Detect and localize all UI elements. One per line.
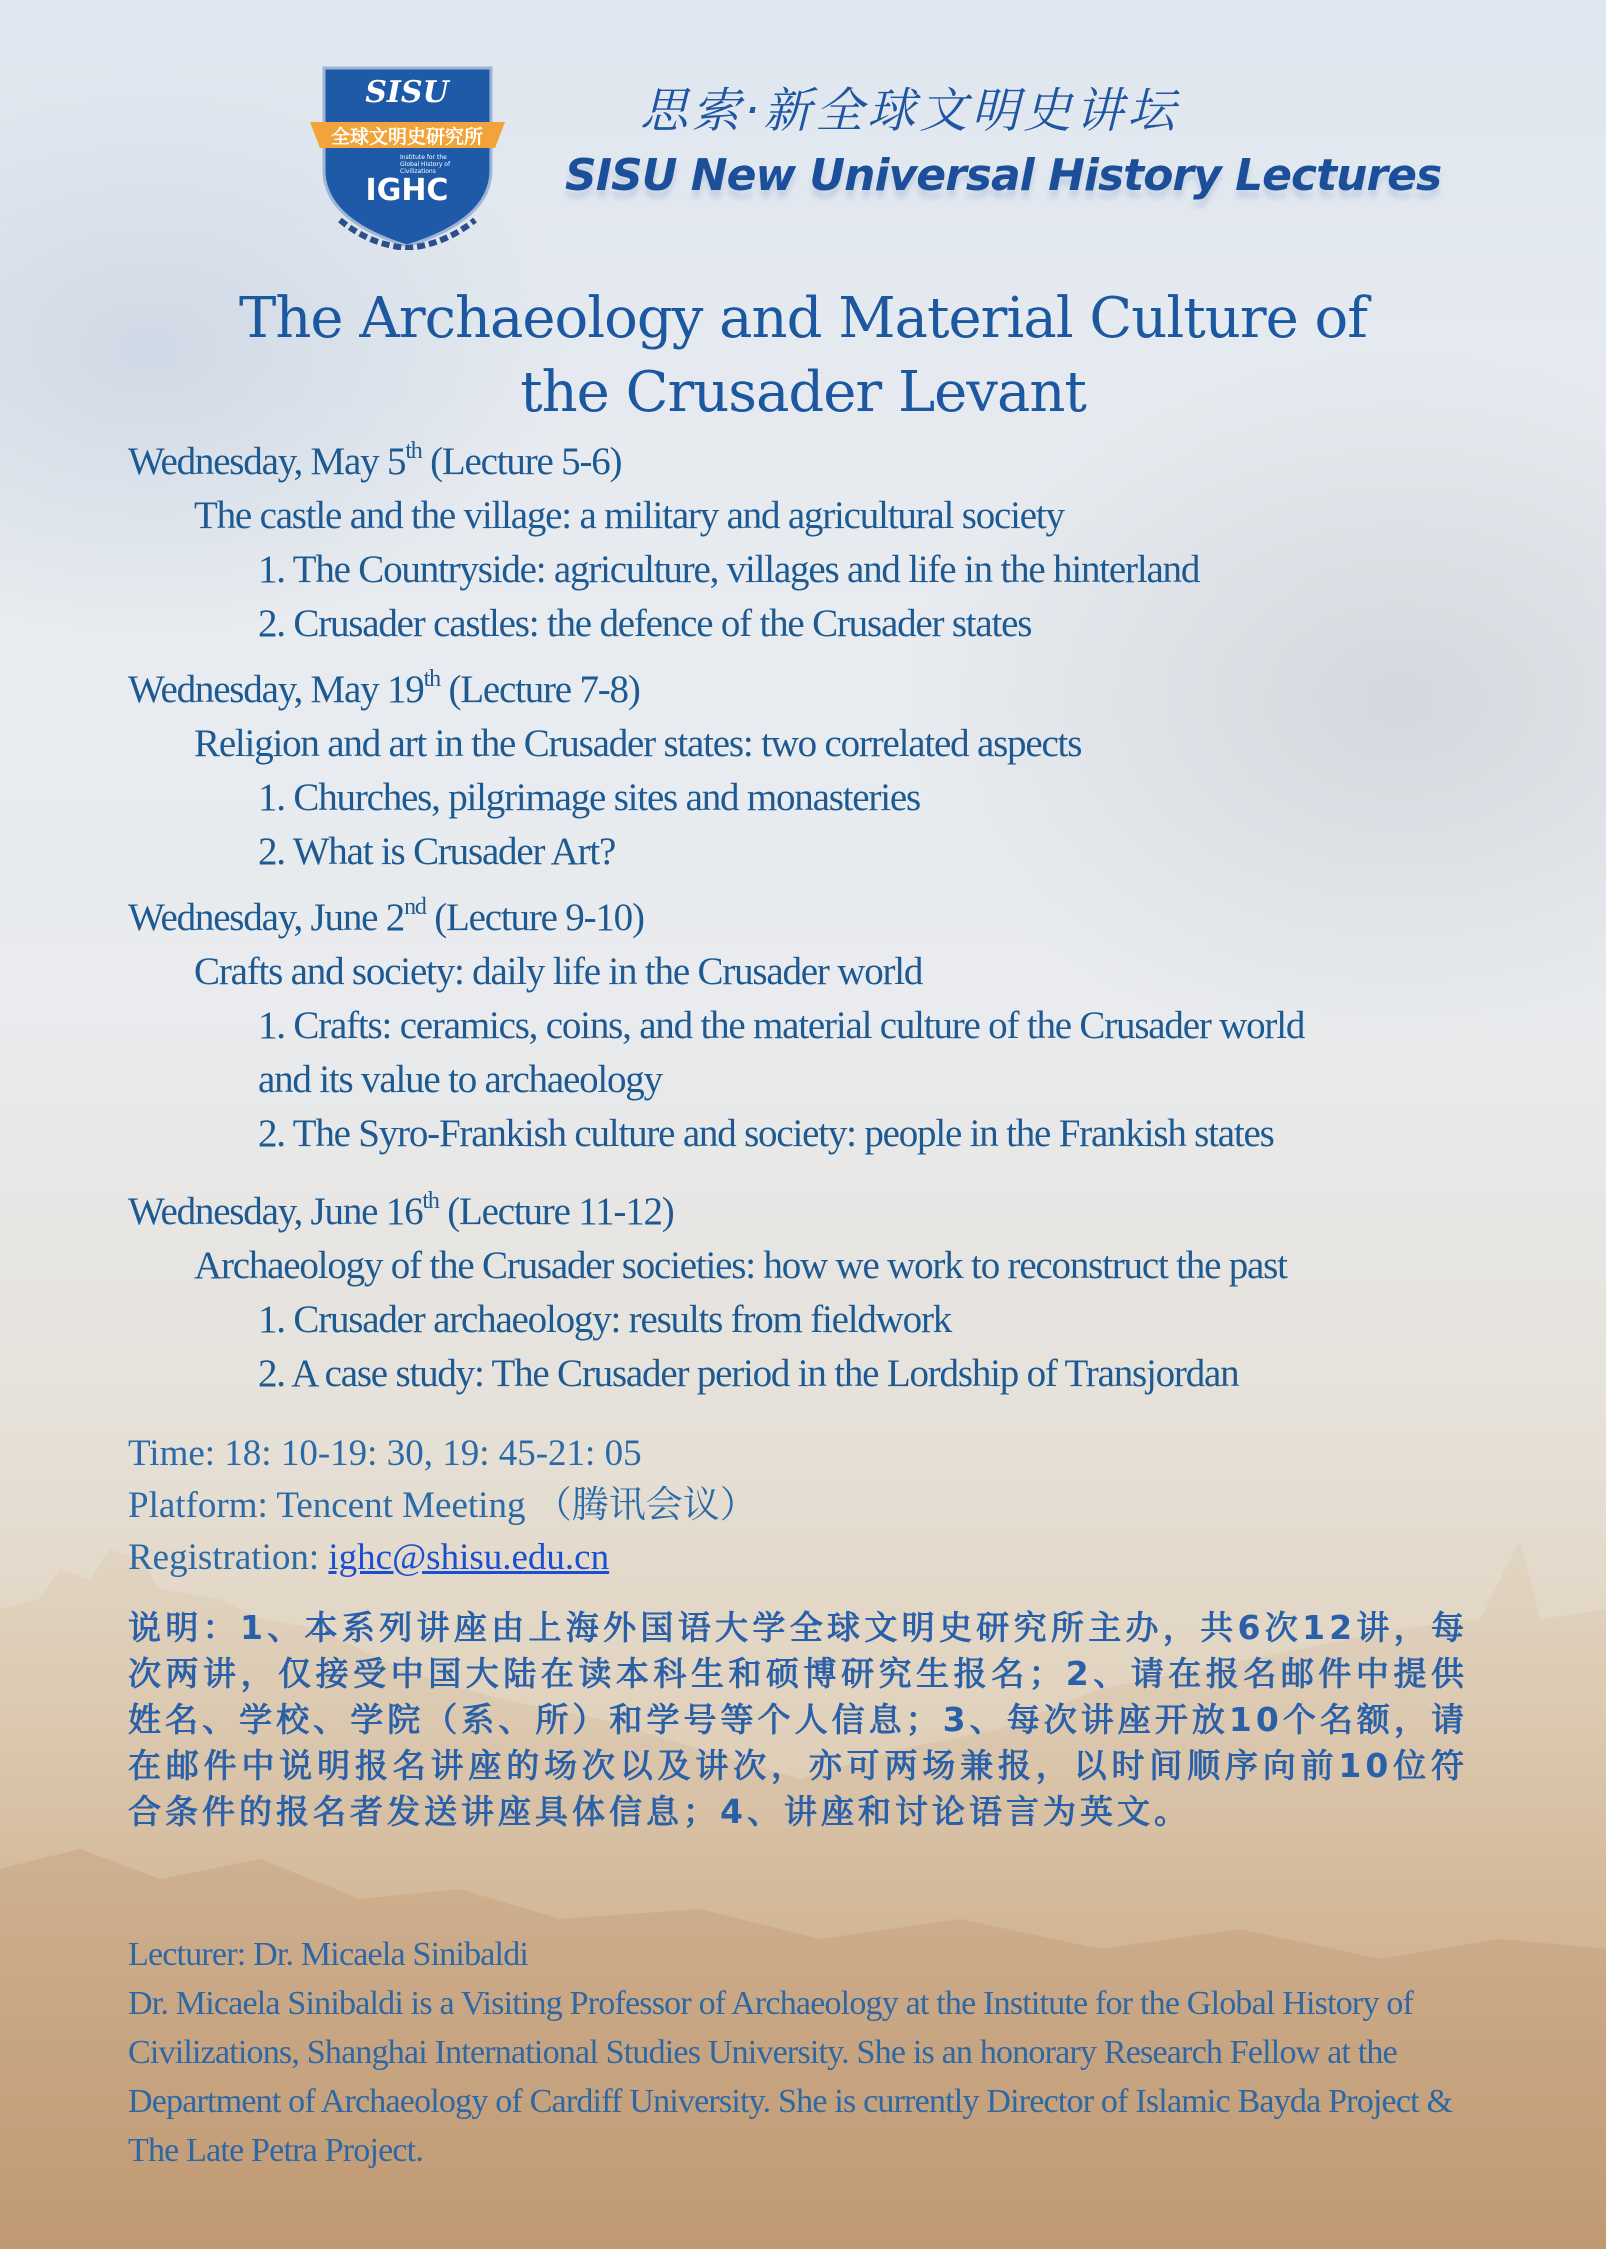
session-item: 2. Crusader castles: the defence of the Crusader states (258, 602, 1032, 645)
session-lectures: (Lecture 9-10) (425, 896, 644, 939)
event-time: Time: 18: 10-19: 30, 19: 45-21: 05 (128, 1433, 642, 1474)
session-date (128, 891, 1568, 945)
series-chinese-title: 思索·新全球文明史讲坛 (640, 83, 1180, 139)
session-topic: Archaeology of the Crusader societies: how we work to reconstruct the past (194, 1244, 1287, 1287)
session (128, 1185, 1568, 1401)
session-date (128, 435, 1568, 489)
session (128, 663, 1568, 879)
session-item: 2. The Syro-Frankish culture and society: people in the Frankish states (258, 1112, 1274, 1155)
session-date (128, 663, 1568, 717)
session-item: 2. What is Crusader Art? (258, 830, 616, 873)
lecture-title-line-1: The Archaeology and Material Culture of (239, 286, 1367, 351)
session-item: 1. Crafts: ceramics, coins, and the material culture of the Crusader world (258, 1004, 1305, 1047)
registration-notice: 说明：1、本系列讲座由上海外国语大学全球文明史研究所主办，共6次12讲，每次两讲，仅接受中国大陆在读本科生和硕博研究生报名；2、请在报名邮件中提供姓名、学校、学院（系、所）和学号等个人信息；3、每次讲座开放10个名额，请在邮件中说明报名讲座的场次以及讲次，亦可两场兼报，以时间顺序向前10位符合条件的报名者发送讲座具体信息；4、讲座和讨论语言为英文。 (128, 1608, 1468, 1831)
session-item: 2. A case study: The Crusader period in the Lordship of Transjordan (258, 1352, 1239, 1395)
event-info (128, 1428, 757, 1584)
event-platform: Platform: Tencent Meeting （腾讯会议） (128, 1485, 757, 1526)
session-item: 1. The Countryside: agriculture, villages and life in the hinterland (258, 548, 1200, 591)
logo-ribbon-text: 全球文明史研究所 (330, 126, 484, 148)
ighc-logo (310, 60, 505, 250)
session-lectures: (Lecture 5-6) (421, 440, 622, 483)
session-topic: Religion and art in the Crusader states: two correlated aspects (194, 722, 1082, 765)
session-item: 1. Crusader archaeology: results from fieldwork (258, 1298, 952, 1341)
date-ordinal: th (423, 666, 440, 692)
date-ordinal: nd (404, 894, 426, 920)
session-lectures: (Lecture 7-8) (439, 668, 640, 711)
lecturer-bio: Dr. Micaela Sinibaldi is a Visiting Professor of Archaeology at the Institute for the Global History of Civilizations, Shanghai International Studies University. She is an honorary Research Fellow at the Department of Archaeology of Cardiff University. She is currently Director of Islamic Bayda Project & The Late Petra Project. (128, 1985, 1453, 2169)
event-registration (128, 1532, 757, 1584)
session-date (128, 1185, 1568, 1239)
logo-ighc-text: IGHC (365, 173, 449, 208)
session (128, 891, 1568, 1161)
logo-sisu-text: SISU (365, 75, 449, 110)
session-item-continued: and its value to archaeology (258, 1058, 662, 1101)
date-ordinal: th (422, 1188, 439, 1214)
date-ordinal: th (405, 438, 422, 464)
lecture-title (0, 282, 1606, 430)
lecture-title-line-2: the Crusader Levant (520, 360, 1086, 425)
session-date-text: Wednesday, June 16 (128, 1190, 423, 1233)
series-english-title: SISU New Universal History Lectures (565, 150, 1442, 201)
registration-email-link[interactable]: ighc@shisu.edu.cn (328, 1537, 610, 1578)
registration-label: Registration: (128, 1537, 329, 1578)
session-topic: The castle and the village: a military and agricultural society (194, 494, 1064, 537)
session-lectures: (Lecture 11-12) (438, 1190, 674, 1233)
session (128, 435, 1568, 651)
session-date-text: Wednesday, May 19 (128, 668, 424, 711)
session-date-text: Wednesday, May 5 (128, 440, 406, 483)
lecturer-section (128, 1930, 1488, 2175)
lecture-schedule (128, 435, 1568, 1413)
session-date-text: Wednesday, June 2 (128, 896, 405, 939)
session-topic: Crafts and society: daily life in the Crusader world (194, 950, 923, 993)
session-item: 1. Churches, pilgrimage sites and monasteries (258, 776, 920, 819)
logo-small-text: Institute for the Global History of Civilizations (400, 154, 451, 175)
lecturer-name: Lecturer: Dr. Micaela Sinibaldi (128, 1936, 529, 1973)
